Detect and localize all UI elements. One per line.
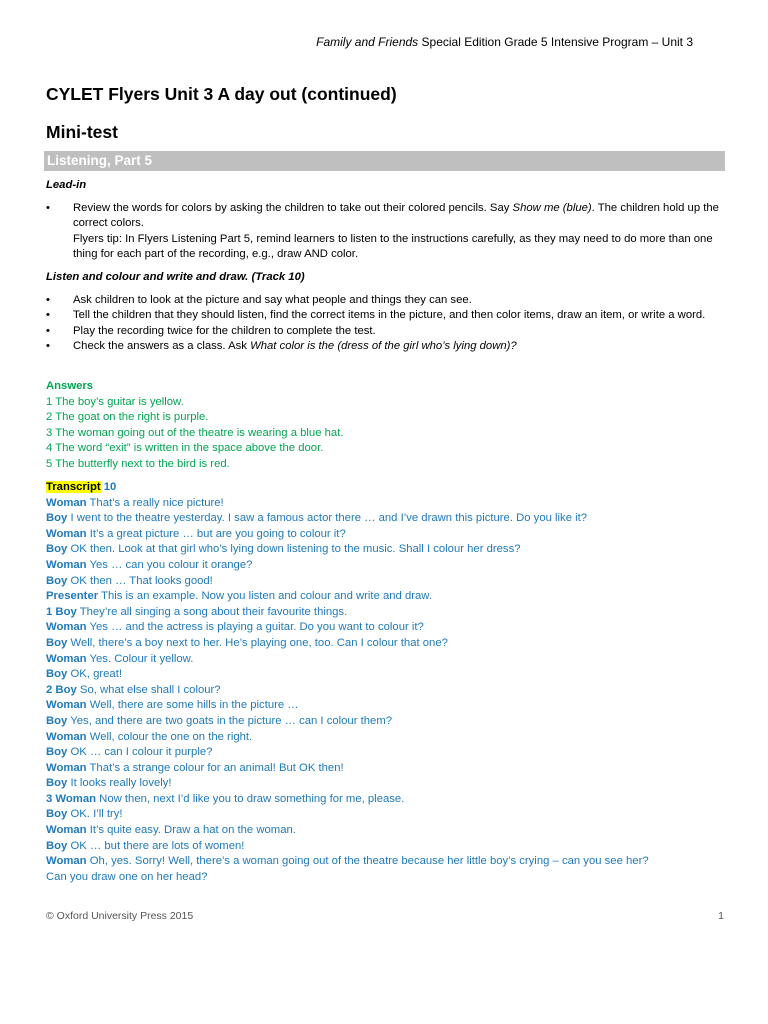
speaker-label: Woman	[46, 621, 87, 634]
list-item	[46, 339, 726, 355]
lead-in-text-end: . The children hold up the correct colors.	[73, 201, 719, 230]
speaker-label: Boy	[46, 746, 68, 759]
speaker-label: Woman	[46, 527, 87, 540]
speaker-label: Woman	[46, 855, 87, 868]
transcript-line	[46, 636, 726, 652]
speaker-label: Presenter	[46, 590, 99, 603]
transcript-line	[46, 527, 726, 543]
speaker-label: Woman	[46, 652, 87, 665]
speaker-label: Boy	[46, 543, 68, 556]
speaker-label: Woman	[46, 730, 87, 743]
bullet-glyph: •	[46, 201, 50, 214]
speech-text: Oh, yes. Sorry! Well, there’s a woman going out of the theatre because her little boy’s crying – can you see her?	[86, 855, 649, 868]
answer-item: 1 The boy’s guitar is yellow.	[46, 395, 184, 408]
transcript-line	[46, 620, 726, 636]
list-item	[46, 293, 726, 309]
speech-text: They’re all singing a song about their favourite things.	[76, 605, 348, 618]
transcript-line	[46, 605, 726, 621]
series-name: Family and Friends	[316, 35, 419, 49]
list-item	[46, 324, 726, 340]
speech-text: OK … but there are lots of women!	[67, 839, 245, 852]
transcript-block	[46, 480, 726, 885]
list-item-italic: What color is the (dress of the girl who’s lying down)?	[250, 340, 517, 353]
speaker-label: Woman	[46, 699, 87, 712]
transcript-line	[46, 652, 726, 668]
speaker-label: Boy	[46, 512, 68, 525]
speech-text: It looks really lovely!	[67, 777, 172, 790]
speech-text: It’s quite easy. Draw a hat on the woman.	[86, 824, 296, 837]
speaker-label: 3 Woman	[46, 792, 97, 805]
transcript-line	[46, 854, 726, 870]
page-subtitle: Mini-test	[46, 122, 118, 142]
transcript-line	[46, 761, 726, 777]
bullet-glyph: •	[46, 309, 50, 322]
transcript-number: 10	[100, 481, 117, 493]
speaker-label: 2 Boy	[46, 683, 77, 696]
transcript-line	[46, 574, 726, 590]
transcript-line	[46, 511, 726, 527]
bullet-glyph: •	[46, 293, 50, 306]
speaker-label: Boy	[46, 839, 68, 852]
speech-text: Well, there’s a boy next to her. He’s playing one, too. Can I colour that one?	[67, 636, 448, 649]
speech-text: Yes … can you colour it orange?	[86, 558, 253, 571]
speaker-label: Woman	[46, 824, 87, 837]
speaker-label: Boy	[46, 808, 68, 821]
footer-copyright: © Oxford University Press 2015	[46, 910, 194, 922]
speaker-label: Boy	[46, 777, 68, 790]
answers-block	[46, 379, 726, 473]
lead-in-text: Review the words for colors by asking the children to take out their colored pencils. Say	[73, 201, 513, 214]
speech-text: Yes, and there are two goats in the picture … can I colour them?	[67, 714, 393, 727]
answers-heading: Answers	[46, 380, 94, 392]
transcript-heading	[46, 480, 726, 496]
answer-item: 2 The goat on the right is purple.	[46, 411, 209, 424]
transcript-line	[46, 542, 726, 558]
transcript-line	[46, 667, 726, 683]
speech-text: OK, great!	[67, 668, 122, 681]
speech-text: OK. I’ll try!	[67, 808, 123, 821]
speech-text: Yes. Colour it yellow.	[86, 652, 194, 665]
listen-list	[46, 293, 726, 355]
list-item	[46, 308, 726, 324]
speaker-label: Woman	[46, 558, 87, 571]
transcript-line	[46, 714, 726, 730]
speech-text: OK … can I colour it purple?	[67, 746, 213, 759]
list-item	[46, 201, 726, 263]
transcript-line	[46, 698, 726, 714]
speaker-label: Boy	[46, 714, 68, 727]
speaker-label: Woman	[46, 761, 87, 774]
speech-text: This is an example. Now you listen and colour and write and draw.	[98, 590, 432, 603]
transcript-lines	[46, 496, 726, 886]
speech-text: Well, colour the one on the right.	[86, 730, 253, 743]
transcript-label: Transcript	[46, 481, 101, 493]
list-item-text: Tell the children that they should listen, find the correct items in the picture, and then color items, draw an item, or write a word.	[73, 309, 706, 322]
transcript-line	[46, 589, 726, 605]
transcript-line	[46, 745, 726, 761]
listen-block	[46, 270, 726, 355]
speech-text: Can you draw one on her head?	[46, 870, 208, 883]
speech-text: I went to the theatre yesterday. I saw a famous actor there … and I’ve drawn this picture. Do you like it?	[67, 512, 588, 525]
speaker-label: Boy	[46, 668, 68, 681]
lead-in-block	[46, 178, 726, 263]
transcript-line	[46, 496, 726, 512]
transcript-line	[46, 730, 726, 746]
list-item-text: Play the recording twice for the children to complete the test.	[73, 324, 376, 337]
speaker-label: Boy	[46, 574, 68, 587]
transcript-line	[46, 776, 726, 792]
speaker-label: Woman	[46, 496, 87, 509]
transcript-line	[46, 683, 726, 699]
list-item-text: Check the answers as a class. Ask	[73, 340, 251, 353]
speech-text: OK then. Look at that girl who’s lying down listening to the music. Shall I colour her dress?	[67, 543, 521, 556]
speaker-label: Boy	[46, 636, 68, 649]
listen-heading: Listen and colour and write and draw. (Track 10)	[46, 271, 305, 283]
footer-page-number: 1	[718, 910, 724, 922]
speech-text: That’s a strange colour for an animal! But OK then!	[86, 761, 344, 774]
lead-in-list	[46, 201, 726, 263]
flyers-tip: Flyers tip: In Flyers Listening Part 5, remind learners to listen to the instructions carefully, as they may need to do more than one thing for each part of the recording, e.g., draw AND color.	[73, 232, 713, 261]
program-name: Special Edition Grade 5 Intensive Program – Unit 3	[418, 35, 693, 49]
section-heading-bar: Listening, Part 5	[44, 151, 725, 171]
running-header	[316, 35, 693, 50]
speech-text: Well, there are some hills in the picture …	[86, 699, 299, 712]
transcript-line	[46, 870, 726, 886]
speech-text: So, what else shall I colour?	[76, 683, 221, 696]
speech-text: That’s a really nice picture!	[86, 496, 224, 509]
transcript-line	[46, 807, 726, 823]
speech-text: Yes … and the actress is playing a guitar. Do you want to colour it?	[86, 621, 424, 634]
speaker-label: 1 Boy	[46, 605, 77, 618]
answer-item: 4 The word “exit” is written in the space above the door.	[46, 442, 324, 455]
page-title: CYLET Flyers Unit 3 A day out (continued)	[46, 84, 397, 104]
speech-text: Now then, next I’d like you to draw something for me, please.	[96, 792, 405, 805]
list-item-text: Ask children to look at the picture and say what people and things they can see.	[73, 293, 472, 306]
bullet-glyph: •	[46, 340, 50, 353]
speech-text: OK then … That looks good!	[67, 574, 213, 587]
transcript-line	[46, 823, 726, 839]
transcript-line	[46, 839, 726, 855]
bullet-glyph: •	[46, 324, 50, 337]
transcript-line	[46, 792, 726, 808]
answer-item: 5 The butterfly next to the bird is red.	[46, 457, 230, 470]
lead-in-heading: Lead-in	[46, 179, 87, 191]
speech-text: It’s a great picture … but are you going to colour it?	[86, 527, 346, 540]
transcript-line	[46, 558, 726, 574]
lead-in-italic: Show me (blue)	[512, 201, 592, 214]
answer-item: 3 The woman going out of the theatre is wearing a blue hat.	[46, 426, 344, 439]
